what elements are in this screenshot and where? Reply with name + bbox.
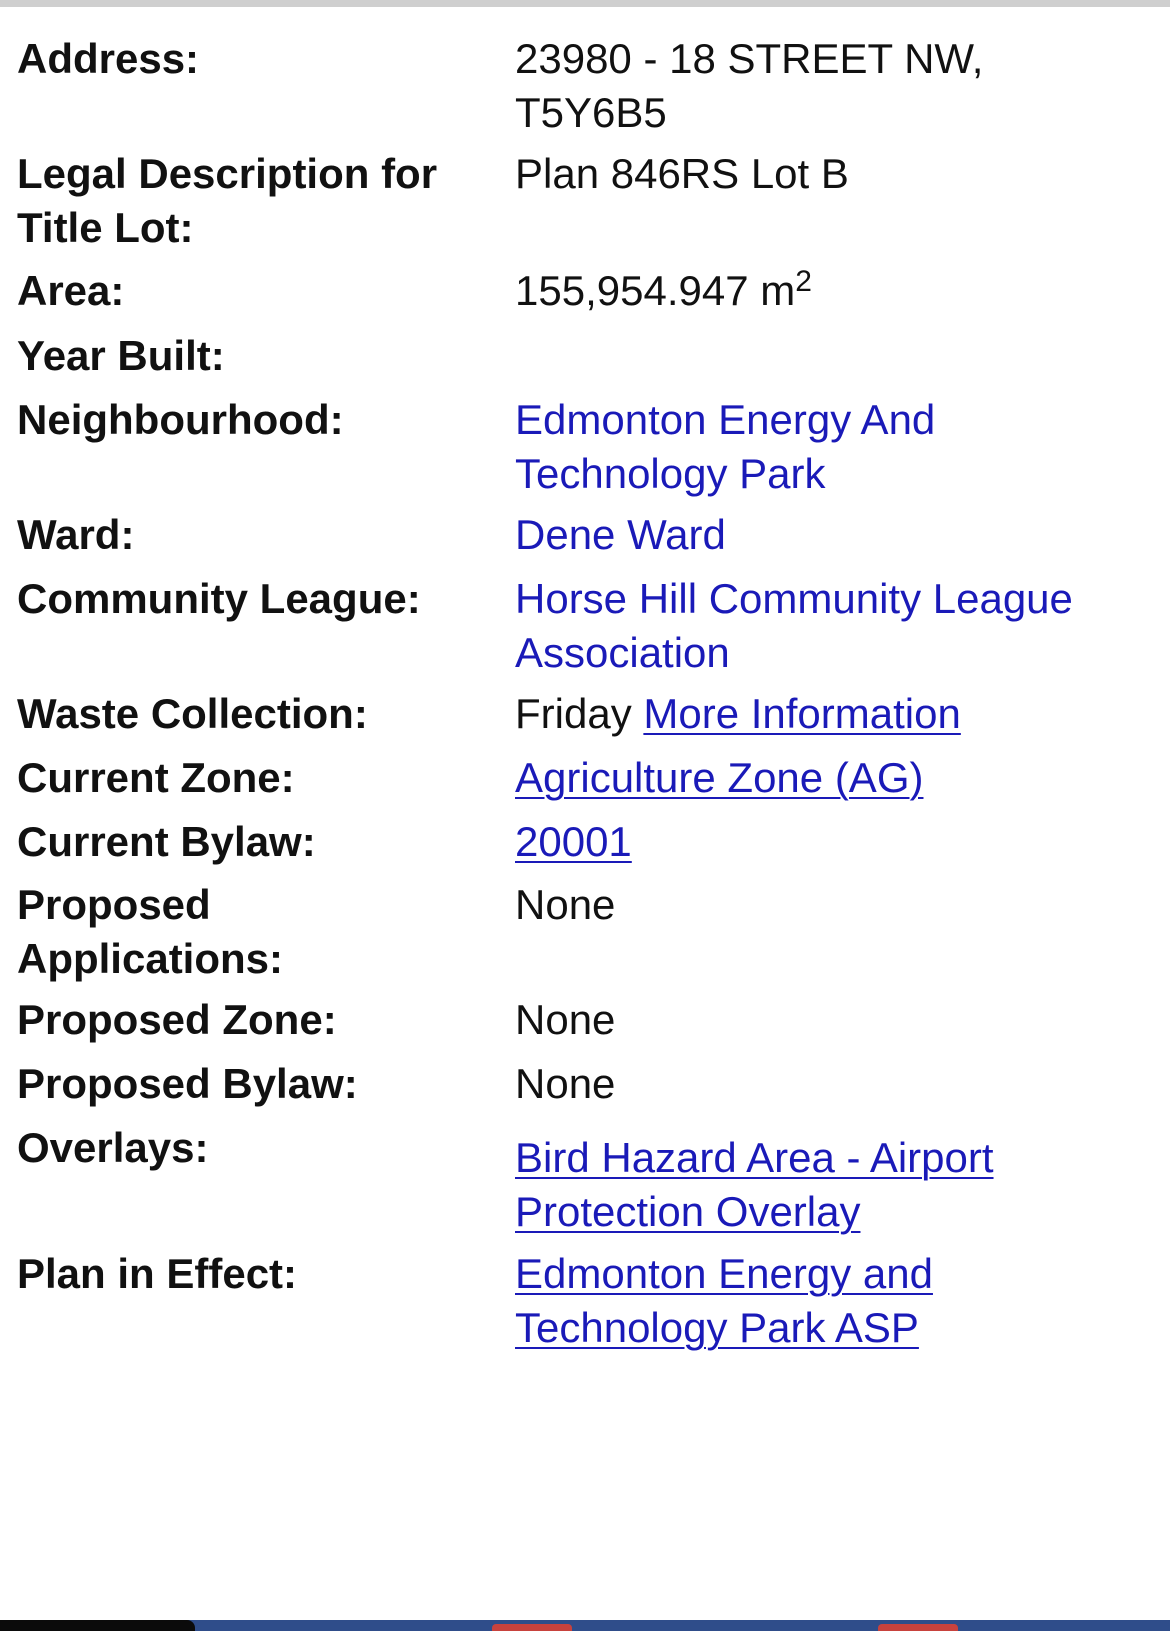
current-zone-label: Current Zone:	[17, 754, 295, 801]
area-unit-exponent: 2	[795, 265, 812, 298]
legal-description-label: Legal Description for Title Lot:	[17, 150, 438, 251]
proposed-zone-value: None	[515, 996, 616, 1043]
ward-link[interactable]: Dene Ward	[515, 511, 726, 558]
community-league-label: Community League:	[17, 575, 421, 622]
proposed-zone-label: Proposed Zone:	[17, 996, 337, 1043]
area-number: 155,954.947 m	[515, 267, 796, 314]
bottom-toolbar-edge	[0, 1620, 1170, 1631]
overlays-value	[515, 1131, 1055, 1239]
waste-collection-day: Friday	[515, 690, 632, 737]
year-built-label: Year Built:	[17, 332, 225, 379]
bottom-tab-marker-2	[878, 1624, 958, 1631]
ward-value	[515, 508, 1155, 562]
current-zone-link[interactable]: Agriculture Zone (AG)	[515, 754, 924, 801]
bottom-dark-segment	[0, 1620, 195, 1631]
address-line-1: 23980 - 18 STREET NW,	[515, 35, 984, 82]
address-label: Address:	[17, 35, 200, 82]
area-value	[515, 264, 1155, 318]
ward-label: Ward:	[17, 511, 135, 558]
community-league-value	[515, 572, 1115, 680]
plan-in-effect-value	[515, 1247, 985, 1355]
bottom-tab-marker-1	[492, 1624, 572, 1631]
current-bylaw-value	[515, 815, 1155, 869]
current-bylaw-label: Current Bylaw:	[17, 818, 316, 865]
area-label: Area:	[17, 267, 125, 314]
plan-in-effect-link[interactable]: Edmonton Energy and Technology Park ASP	[515, 1250, 933, 1351]
neighbourhood-link[interactable]: Edmonton Energy And Technology Park	[515, 396, 936, 497]
legal-description-value: Plan 846RS Lot B	[515, 150, 849, 197]
proposed-applications-label: Proposed Applications:	[17, 881, 284, 982]
current-bylaw-link[interactable]: 20001	[515, 818, 632, 865]
top-divider	[0, 0, 1170, 7]
address-line-2: T5Y6B5	[515, 89, 667, 136]
neighbourhood-label: Neighbourhood:	[17, 396, 344, 443]
proposed-applications-value: None	[515, 881, 616, 928]
overlays-label: Overlays:	[17, 1124, 209, 1171]
waste-collection-value	[515, 687, 1155, 741]
plan-in-effect-label: Plan in Effect:	[17, 1250, 298, 1297]
address-value	[515, 32, 1155, 140]
neighbourhood-value	[515, 393, 1155, 501]
proposed-bylaw-label: Proposed Bylaw:	[17, 1060, 358, 1107]
proposed-bylaw-value: None	[515, 1060, 616, 1107]
waste-collection-label: Waste Collection:	[17, 690, 368, 737]
overlay-link[interactable]: Bird Hazard Area - Airport Protection Overlay	[515, 1134, 994, 1235]
waste-more-information-link[interactable]: More Information	[643, 690, 961, 737]
current-zone-value	[515, 751, 1155, 805]
community-league-link[interactable]: Horse Hill Community League Association	[515, 575, 1073, 676]
